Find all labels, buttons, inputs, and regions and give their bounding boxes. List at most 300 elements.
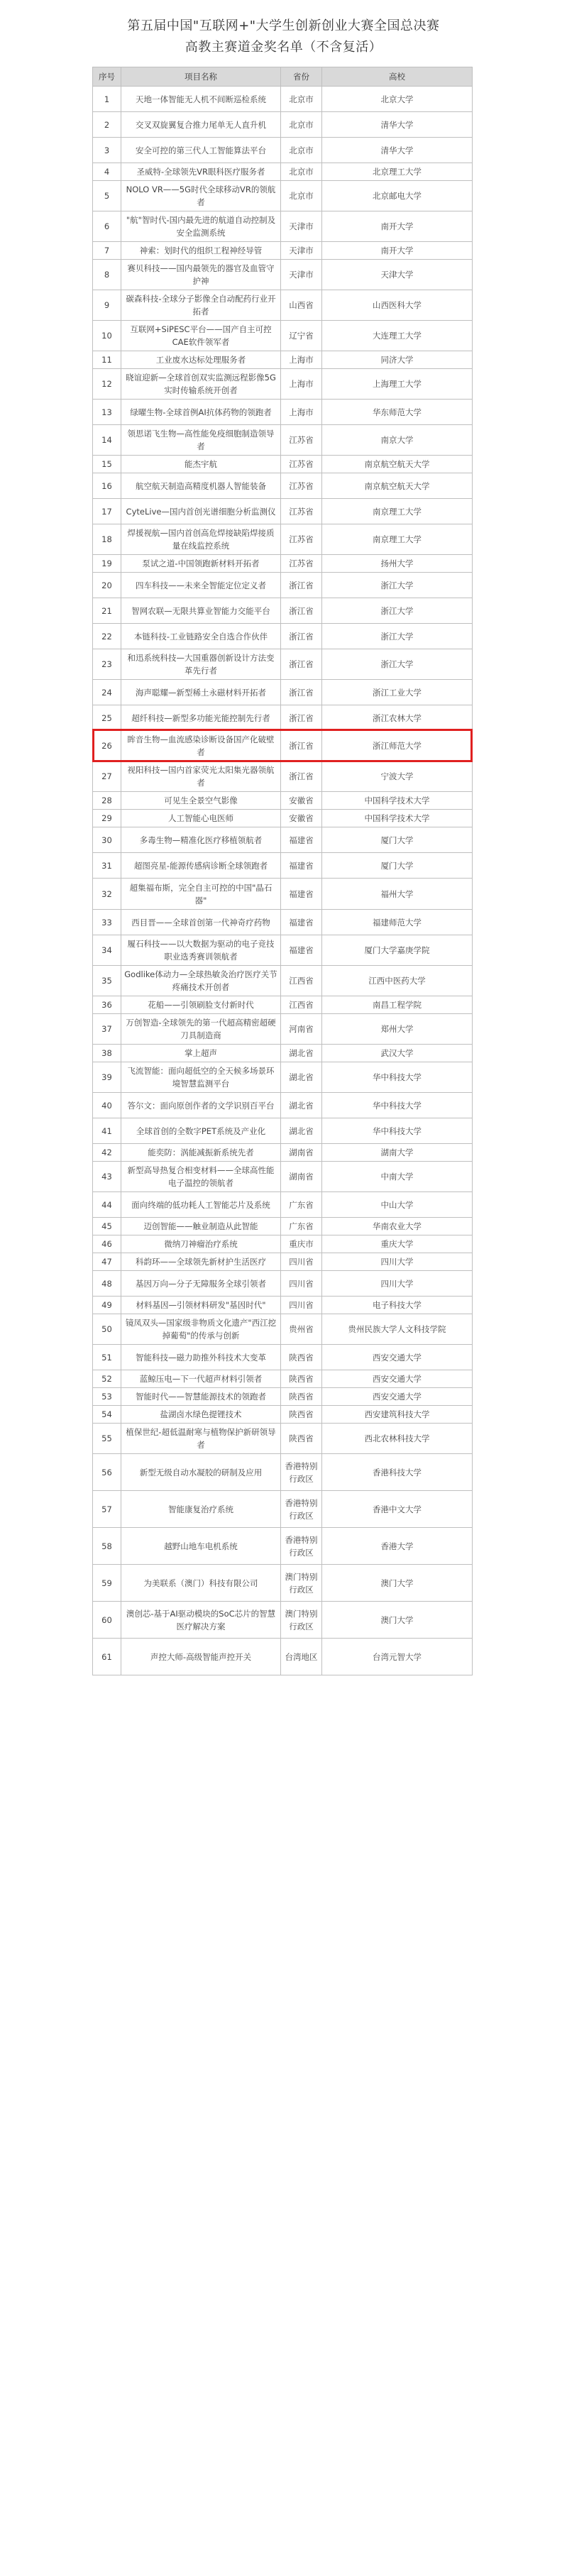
row-no: 59	[93, 1565, 121, 1602]
row-province: 陕西省	[281, 1424, 322, 1454]
row-province: 广东省	[281, 1192, 322, 1218]
row-school: 华中科技大学	[322, 1093, 473, 1118]
table-row	[93, 181, 473, 211]
row-province: 江西省	[281, 966, 322, 996]
row-project: 碳森科技-全球分子影像全自动配药行业开拓者	[121, 290, 281, 321]
row-no: 41	[93, 1118, 121, 1144]
row-province: 湖南省	[281, 1144, 322, 1162]
table-row	[93, 524, 473, 555]
row-school: 香港大学	[322, 1528, 473, 1565]
row-no: 50	[93, 1314, 121, 1345]
row-project: 万创智造-全球领先的第一代超高精密超硬刀具制造商	[121, 1014, 281, 1045]
row-project: 智能时代——智慧能源技术的领跑者	[121, 1388, 281, 1406]
row-province: 江苏省	[281, 425, 322, 456]
row-province: 福建省	[281, 879, 322, 910]
table-row	[93, 1192, 473, 1218]
row-project: 越野山地车电机系统	[121, 1528, 281, 1565]
row-school: 北京理工大学	[322, 163, 473, 181]
row-province: 福建省	[281, 910, 322, 935]
row-province: 广东省	[281, 1218, 322, 1235]
row-no: 52	[93, 1370, 121, 1388]
header-project: 项目名称	[121, 67, 281, 87]
row-school: 西安交通大学	[322, 1345, 473, 1370]
row-province: 福建省	[281, 853, 322, 879]
row-province: 江苏省	[281, 499, 322, 524]
row-project: 赛贝科技——国内最领先的器官及血管守护神	[121, 260, 281, 290]
row-project: 神索：划时代的组织工程神经导管	[121, 242, 281, 260]
row-school: 西北农林科技大学	[322, 1424, 473, 1454]
row-school: 台湾元智大学	[322, 1639, 473, 1675]
row-no: 26	[93, 731, 121, 761]
row-project: 超集福布斯，完全自主可控的中国"晶石器"	[121, 879, 281, 910]
row-school: 浙江大学	[322, 573, 473, 598]
row-school: 南京航空航天大学	[322, 473, 473, 499]
row-school: 华中科技大学	[322, 1062, 473, 1093]
table-row	[93, 1297, 473, 1314]
row-project: 智网农联—无限共算业智能力交能平台	[121, 598, 281, 624]
table-row	[93, 1118, 473, 1144]
row-school: 中国科学技术大学	[322, 792, 473, 810]
row-province: 天津市	[281, 242, 322, 260]
row-school: 福州大学	[322, 879, 473, 910]
table-row	[93, 163, 473, 181]
row-no: 30	[93, 827, 121, 853]
row-province: 浙江省	[281, 649, 322, 680]
row-project: 新型高导热复合相变材料——全球高性能电子温控的领航者	[121, 1162, 281, 1192]
table-row	[93, 1406, 473, 1424]
document-title: 第五届中国"互联网+"大学生创新创业大赛全国总决赛	[127, 18, 440, 33]
row-project: 能杰宇航	[121, 456, 281, 473]
row-province: 浙江省	[281, 705, 322, 731]
row-no: 14	[93, 425, 121, 456]
table-row	[93, 1062, 473, 1093]
table-row	[93, 1045, 473, 1062]
row-no: 6	[93, 211, 121, 242]
table-row	[93, 1014, 473, 1045]
row-no: 22	[93, 624, 121, 649]
row-school: 上海理工大学	[322, 369, 473, 400]
row-project: 四车科技——未来全智能定位定义者	[121, 573, 281, 598]
row-school: 福建师范大学	[322, 910, 473, 935]
document-subtitle: 高教主赛道金奖名单（不含复活）	[185, 40, 382, 55]
row-school: 清华大学	[322, 138, 473, 163]
table-row	[93, 1639, 473, 1675]
table-row	[93, 1093, 473, 1118]
row-school: 澳门大学	[322, 1565, 473, 1602]
row-no: 43	[93, 1162, 121, 1192]
row-no: 1	[93, 87, 121, 112]
row-school: 南京大学	[322, 425, 473, 456]
row-school: 郑州大学	[322, 1014, 473, 1045]
row-no: 36	[93, 996, 121, 1014]
row-school: 香港中文大学	[322, 1491, 473, 1528]
row-school: 北京大学	[322, 87, 473, 112]
row-school: 厦门大学	[322, 827, 473, 853]
header-school: 高校	[322, 67, 473, 87]
row-project: 泵试之道-中国领跑新材料开拓者	[121, 555, 281, 573]
row-project: 圣威特-全球领先VR眼科医疗服务者	[121, 163, 281, 181]
header-no: 序号	[93, 67, 121, 87]
row-school: 湖南大学	[322, 1144, 473, 1162]
row-province: 台湾地区	[281, 1639, 322, 1675]
row-province: 陕西省	[281, 1370, 322, 1388]
row-province: 山西省	[281, 290, 322, 321]
row-school: 香港科技大学	[322, 1454, 473, 1491]
row-no: 13	[93, 400, 121, 425]
row-project: 微纳刀神瘤治疗系统	[121, 1235, 281, 1253]
row-school: 西安交通大学	[322, 1388, 473, 1406]
row-school: 四川大学	[322, 1271, 473, 1297]
row-no: 32	[93, 879, 121, 910]
row-province: 江苏省	[281, 456, 322, 473]
row-school: 南昌工程学院	[322, 996, 473, 1014]
table-row	[93, 649, 473, 680]
row-province: 重庆市	[281, 1235, 322, 1253]
table-row	[93, 351, 473, 369]
row-school: 浙江师范大学	[322, 731, 473, 761]
table-row	[93, 1602, 473, 1639]
row-province: 福建省	[281, 935, 322, 966]
row-no: 8	[93, 260, 121, 290]
row-province: 福建省	[281, 827, 322, 853]
row-project: 交叉双旋翼复合推力尾单无人直升机	[121, 112, 281, 138]
row-school: 重庆大学	[322, 1235, 473, 1253]
row-no: 35	[93, 966, 121, 996]
row-school: 江西中医药大学	[322, 966, 473, 996]
table-row	[93, 1454, 473, 1491]
row-project: CyteLive—国内首创光谱细胞分析监测仪	[121, 499, 281, 524]
row-project: 蓝鲸压电—下一代超声材料引领者	[121, 1370, 281, 1388]
table-row	[93, 138, 473, 163]
table-row	[93, 680, 473, 705]
row-school: 浙江大学	[322, 598, 473, 624]
row-province: 四川省	[281, 1297, 322, 1314]
row-province: 安徽省	[281, 792, 322, 810]
row-school: 浙江大学	[322, 624, 473, 649]
row-no: 3	[93, 138, 121, 163]
row-project: 人工智能心电医师	[121, 810, 281, 827]
row-school: 浙江工业大学	[322, 680, 473, 705]
row-province: 江苏省	[281, 473, 322, 499]
table-row	[93, 1235, 473, 1253]
row-no: 7	[93, 242, 121, 260]
row-no: 17	[93, 499, 121, 524]
row-project: 海声聪耀—新型稀土永磁材料开拓者	[121, 680, 281, 705]
row-no: 38	[93, 1045, 121, 1062]
row-school: 宁波大学	[322, 761, 473, 792]
row-school: 浙江农林大学	[322, 705, 473, 731]
table-row	[93, 624, 473, 649]
row-school: 厦门大学	[322, 853, 473, 879]
row-project: 眸音生物—血流感染诊断设备国产化破壁者	[121, 731, 281, 761]
table-row	[93, 1424, 473, 1454]
header-province: 省份	[281, 67, 322, 87]
row-project: 晓谊迎新—全球首创双实监测远程影像5G实时传输系统开创者	[121, 369, 281, 400]
table-row	[93, 1528, 473, 1565]
row-school: 清华大学	[322, 112, 473, 138]
row-school: 南京理工大学	[322, 499, 473, 524]
row-no: 47	[93, 1253, 121, 1271]
row-school: 西安建筑科技大学	[322, 1406, 473, 1424]
row-province: 上海市	[281, 369, 322, 400]
row-project: 科韵环——全球领先新材护生活医疗	[121, 1253, 281, 1271]
table-row	[93, 810, 473, 827]
row-school: 南开大学	[322, 211, 473, 242]
row-school: 南开大学	[322, 242, 473, 260]
row-province: 北京市	[281, 163, 322, 181]
table-row	[93, 112, 473, 138]
table-row	[93, 321, 473, 351]
row-no: 57	[93, 1491, 121, 1528]
row-school: 西安交通大学	[322, 1370, 473, 1388]
row-project: 航空航天制造高精度机器人智能装备	[121, 473, 281, 499]
row-province: 陕西省	[281, 1345, 322, 1370]
row-project: 盐湖卤水绿色提锂技术	[121, 1406, 281, 1424]
row-no: 56	[93, 1454, 121, 1491]
row-project: 履石科技——以大数据为驱动的电子竞技职业选秀赛训领航者	[121, 935, 281, 966]
row-no: 10	[93, 321, 121, 351]
row-project: 全球首创的全数字PET系统及产业化	[121, 1118, 281, 1144]
table-row	[93, 1314, 473, 1345]
row-project: 答尔文：面向原创作者的文学识别百平台	[121, 1093, 281, 1118]
row-province: 湖南省	[281, 1162, 322, 1192]
row-province: 香港特别行政区	[281, 1491, 322, 1528]
row-province: 贵州省	[281, 1314, 322, 1345]
table-body	[93, 87, 473, 1675]
row-school: 天津大学	[322, 260, 473, 290]
row-project: 安全可控的第三代人工智能算法平台	[121, 138, 281, 163]
row-no: 31	[93, 853, 121, 879]
table-row	[93, 910, 473, 935]
row-no: 12	[93, 369, 121, 400]
row-school: 南京理工大学	[322, 524, 473, 555]
row-province: 香港特别行政区	[281, 1528, 322, 1565]
row-project: 超纤科技—新型多功能光能控制先行者	[121, 705, 281, 731]
row-school: 南京航空航天大学	[322, 456, 473, 473]
row-project: 智能康复治疗系统	[121, 1491, 281, 1528]
row-project: 焊援视航—国内首创高危焊接缺陷焊接质量在线监控系统	[121, 524, 281, 555]
row-project: 视阳科技—国内首家荧光太阳集光器领航者	[121, 761, 281, 792]
row-project: 面向终端的低功耗人工智能芯片及系统	[121, 1192, 281, 1218]
table-row	[93, 879, 473, 910]
row-school: 浙江大学	[322, 649, 473, 680]
row-province: 北京市	[281, 87, 322, 112]
table-row	[93, 731, 473, 761]
table-row	[93, 473, 473, 499]
table-row	[93, 827, 473, 853]
row-province: 四川省	[281, 1253, 322, 1271]
row-school: 厦门大学嘉庚学院	[322, 935, 473, 966]
row-no: 11	[93, 351, 121, 369]
row-province: 香港特别行政区	[281, 1454, 322, 1491]
row-project: 本链科技-工业链路安全自选合作伙伴	[121, 624, 281, 649]
row-project: Godlike体动力—全球热敏灸治疗医疗关节疼痛技术开创者	[121, 966, 281, 996]
table-row	[93, 1388, 473, 1406]
row-province: 上海市	[281, 351, 322, 369]
row-no: 4	[93, 163, 121, 181]
row-no: 45	[93, 1218, 121, 1235]
row-no: 60	[93, 1602, 121, 1639]
row-school: 北京邮电大学	[322, 181, 473, 211]
row-no: 34	[93, 935, 121, 966]
row-no: 18	[93, 524, 121, 555]
row-project: 澳创芯-基于AI驱动模块的SoC芯片的智慧医疗解决方案	[121, 1602, 281, 1639]
row-province: 湖北省	[281, 1093, 322, 1118]
row-province: 北京市	[281, 181, 322, 211]
row-province: 北京市	[281, 138, 322, 163]
table-row	[93, 211, 473, 242]
row-province: 天津市	[281, 211, 322, 242]
table-row	[93, 425, 473, 456]
row-no: 33	[93, 910, 121, 935]
table-row	[93, 792, 473, 810]
row-province: 澳门特别行政区	[281, 1602, 322, 1639]
row-province: 湖北省	[281, 1045, 322, 1062]
row-school: 电子科技大学	[322, 1297, 473, 1314]
row-no: 25	[93, 705, 121, 731]
row-project: 超图亮星-能源传感病诊断全球领跑者	[121, 853, 281, 879]
row-school: 华中科技大学	[322, 1118, 473, 1144]
row-school: 中国科学技术大学	[322, 810, 473, 827]
row-no: 53	[93, 1388, 121, 1406]
row-school: 华东师范大学	[322, 400, 473, 425]
row-no: 37	[93, 1014, 121, 1045]
row-no: 58	[93, 1528, 121, 1565]
row-project: 西目晋——全球首创第一代神奇疗药物	[121, 910, 281, 935]
row-province: 浙江省	[281, 761, 322, 792]
row-project: 材料基因—引领材料研发"基因时代"	[121, 1297, 281, 1314]
row-school: 山西医科大学	[322, 290, 473, 321]
row-school: 中山大学	[322, 1192, 473, 1218]
row-province: 湖北省	[281, 1118, 322, 1144]
row-province: 四川省	[281, 1271, 322, 1297]
row-no: 39	[93, 1062, 121, 1093]
table-row	[93, 1491, 473, 1528]
table-row	[93, 242, 473, 260]
row-no: 19	[93, 555, 121, 573]
row-project: NOLO VR——5G时代全球移动VR的领航者	[121, 181, 281, 211]
table-row	[93, 1162, 473, 1192]
row-project: 领思诺飞生物—高性能免疫细胞制造领导者	[121, 425, 281, 456]
row-no: 46	[93, 1235, 121, 1253]
row-province: 浙江省	[281, 680, 322, 705]
table-row	[93, 935, 473, 966]
table-row	[93, 1565, 473, 1602]
table-row	[93, 761, 473, 792]
row-province: 陕西省	[281, 1388, 322, 1406]
table-row	[93, 1345, 473, 1370]
table-row	[93, 456, 473, 473]
row-no: 24	[93, 680, 121, 705]
row-province: 上海市	[281, 400, 322, 425]
row-project: 绿曜生物-全球首例AI抗体药物的领跑者	[121, 400, 281, 425]
table-row	[93, 1253, 473, 1271]
table-header-row	[93, 67, 473, 87]
award-table	[92, 67, 473, 1675]
table-row	[93, 705, 473, 731]
row-province: 湖北省	[281, 1062, 322, 1093]
row-school: 扬州大学	[322, 555, 473, 573]
row-project: 互联网+SiPESC平台——国产自主可控CAE软件领军者	[121, 321, 281, 351]
row-no: 21	[93, 598, 121, 624]
row-province: 浙江省	[281, 624, 322, 649]
row-project: 能奕防：涡能减振新系统先者	[121, 1144, 281, 1162]
table-row	[93, 996, 473, 1014]
row-no: 9	[93, 290, 121, 321]
table-row	[93, 369, 473, 400]
row-school: 华南农业大学	[322, 1218, 473, 1235]
table-row	[93, 260, 473, 290]
row-project: 植保世纪-超低温耐寒与植物保护新研领导者	[121, 1424, 281, 1454]
row-school: 四川大学	[322, 1253, 473, 1271]
row-no: 55	[93, 1424, 121, 1454]
row-no: 49	[93, 1297, 121, 1314]
row-province: 浙江省	[281, 573, 322, 598]
table-row	[93, 853, 473, 879]
row-no: 2	[93, 112, 121, 138]
row-no: 16	[93, 473, 121, 499]
row-project: 可见生全景空气影像	[121, 792, 281, 810]
row-project: 工业废水达标处理服务者	[121, 351, 281, 369]
row-province: 安徽省	[281, 810, 322, 827]
row-school: 澳门大学	[322, 1602, 473, 1639]
row-project: 多毒生物—精准化医疗移植领航者	[121, 827, 281, 853]
row-project: 天地一体智能无人机不间断巡检系统	[121, 87, 281, 112]
row-no: 48	[93, 1271, 121, 1297]
table-row	[93, 1218, 473, 1235]
row-no: 15	[93, 456, 121, 473]
row-province: 澳门特别行政区	[281, 1565, 322, 1602]
row-province: 天津市	[281, 260, 322, 290]
row-no: 29	[93, 810, 121, 827]
row-no: 51	[93, 1345, 121, 1370]
row-no: 61	[93, 1639, 121, 1675]
row-province: 江西省	[281, 996, 322, 1014]
row-school: 同济大学	[322, 351, 473, 369]
table-row	[93, 573, 473, 598]
table-row	[93, 499, 473, 524]
row-project: 镜凤双头—国家级非物质文化遗产"西江挖掉葡萄"的传承与创新	[121, 1314, 281, 1345]
row-project: 迈创智能——触业制造从此智能	[121, 1218, 281, 1235]
row-project: 飞流智能：面向超低空的全天候多场景环境智慧监测平台	[121, 1062, 281, 1093]
table-row	[93, 1370, 473, 1388]
row-project: 掌上超声	[121, 1045, 281, 1062]
row-no: 40	[93, 1093, 121, 1118]
row-no: 54	[93, 1406, 121, 1424]
table-row	[93, 1271, 473, 1297]
row-school: 中南大学	[322, 1162, 473, 1192]
row-project: "航"智时代-国内最先进的航道自动控制及安全监测系统	[121, 211, 281, 242]
row-school: 武汉大学	[322, 1045, 473, 1062]
row-no: 44	[93, 1192, 121, 1218]
row-project: 花船——引领刷脸支付新时代	[121, 996, 281, 1014]
row-school: 贵州民族大学人文科技学院	[322, 1314, 473, 1345]
row-no: 28	[93, 792, 121, 810]
row-province: 江苏省	[281, 524, 322, 555]
row-project: 为美联系（澳门）科技有限公司	[121, 1565, 281, 1602]
row-project: 声控大师-高级智能声控开关	[121, 1639, 281, 1675]
row-no: 42	[93, 1144, 121, 1162]
table-row	[93, 400, 473, 425]
table-row	[93, 966, 473, 996]
table-row	[93, 290, 473, 321]
row-province: 陕西省	[281, 1406, 322, 1424]
row-province: 浙江省	[281, 731, 322, 761]
row-province: 江苏省	[281, 555, 322, 573]
table-row	[93, 555, 473, 573]
table-row	[93, 87, 473, 112]
table-row	[93, 1144, 473, 1162]
